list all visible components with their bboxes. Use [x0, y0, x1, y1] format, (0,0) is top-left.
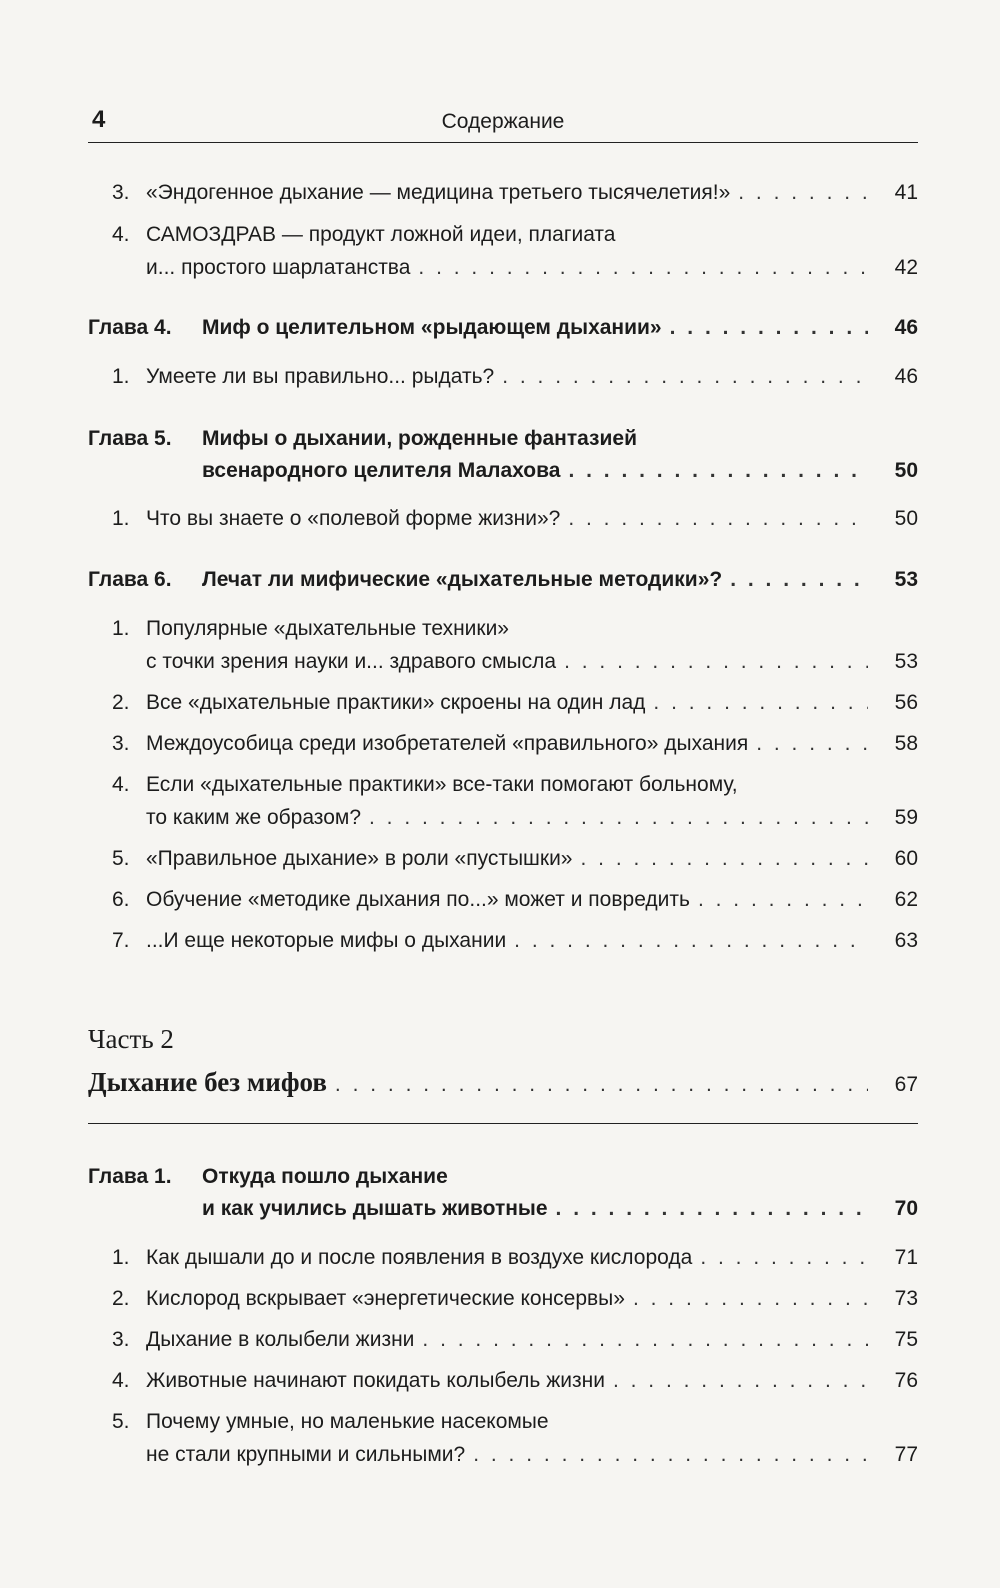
- toc-section[interactable]: 1. Умеете ли вы правильно... рыдать? . . . 46: [112, 362, 918, 392]
- page-ref: 75: [894, 1328, 918, 1351]
- page-ref: 42: [894, 256, 918, 279]
- leader-dots: [514, 926, 868, 956]
- page-ref: 67: [894, 1073, 918, 1096]
- leader-dots: [698, 885, 868, 915]
- toc-section[interactable]: 4. Если «дыхательные практики» все-таки помогают больному,: [112, 773, 738, 796]
- toc-section[interactable]: 5. Почему умные, но маленькие насекомые: [112, 1410, 549, 1433]
- page-ref: 63: [894, 929, 918, 952]
- toc-section-continuation[interactable]: и... простого шарлатанства . . . 42: [146, 253, 918, 283]
- leader-dots: [613, 1366, 868, 1396]
- page-ref: 77: [894, 1443, 918, 1466]
- page-ref: 53: [894, 650, 918, 673]
- leader-dots: [633, 1284, 868, 1314]
- page-ref: 62: [894, 888, 918, 911]
- toc-section[interactable]: 6. Обучение «методике дыхания по...» может и повредить . . . 62: [112, 885, 918, 915]
- page-ref: 59: [894, 806, 918, 829]
- page-ref: 70: [894, 1197, 918, 1220]
- page-header: [88, 106, 918, 142]
- page-ref: 76: [894, 1369, 918, 1392]
- toc-page: [88, 0, 918, 1588]
- toc-section[interactable]: 2. Кислород вскрывает «энергетические консервы» . . . 73: [112, 1284, 918, 1314]
- page-ref: 73: [894, 1287, 918, 1310]
- page-ref: 50: [894, 459, 918, 482]
- toc-section[interactable]: 3. «Эндогенное дыхание — медицина третьего тысячелетия!» . . . 41: [112, 178, 918, 208]
- toc-section-continuation[interactable]: не стали крупными и сильными? . . . 77: [146, 1440, 918, 1470]
- leader-dots: [418, 253, 868, 283]
- leader-dots: [730, 565, 868, 595]
- leader-dots: [756, 729, 868, 759]
- leader-dots: [502, 362, 868, 392]
- page-ref: 41: [894, 181, 918, 204]
- header-rule: [88, 142, 918, 143]
- toc-part[interactable]: Дыхание без мифов . . . 67: [88, 1063, 918, 1104]
- leader-dots: [564, 647, 868, 677]
- toc-section[interactable]: 1. Как дышали до и после появления в воздухе кислорода . . . 71: [112, 1243, 918, 1273]
- page-ref: 53: [894, 568, 918, 591]
- page-ref: 60: [894, 847, 918, 870]
- leader-dots: [738, 178, 868, 208]
- toc-chapter[interactable]: Глава 6. Лечат ли мифические «дыхательные методики»? . . . 53: [88, 565, 918, 595]
- toc-chapter-continuation[interactable]: и как учились дышать животные . . . 70: [202, 1194, 918, 1224]
- toc-section[interactable]: 2. Все «дыхательные практики» скроены на один лад . . . 56: [112, 688, 918, 718]
- toc-section[interactable]: 1. Популярные «дыхательные техники»: [112, 617, 509, 640]
- leader-dots: [568, 504, 868, 534]
- toc-section[interactable]: 5. «Правильное дыхание» в роли «пустышки» . . . 60: [112, 844, 918, 874]
- leader-dots: [581, 844, 869, 874]
- leader-dots: [335, 1066, 868, 1104]
- page-ref: 46: [894, 316, 918, 339]
- leader-dots: [556, 1194, 868, 1224]
- toc-section-continuation[interactable]: то каким же образом? . . . 59: [146, 803, 918, 833]
- running-title: Содержание: [441, 110, 565, 133]
- page-ref: 58: [894, 732, 918, 755]
- leader-dots: [670, 313, 868, 343]
- leader-dots: [700, 1243, 868, 1273]
- toc-chapter[interactable]: Глава 4. Миф о целительном «рыдающем дыхании» . . . 46: [88, 313, 918, 343]
- part-label: Часть 2: [88, 1024, 174, 1054]
- toc-chapter[interactable]: Глава 5. Мифы о дыхании, рожденные фантазией: [88, 427, 637, 450]
- toc-section[interactable]: 4. САМОЗДРАВ — продукт ложной идеи, плагиата: [112, 223, 616, 246]
- toc-section[interactable]: 3. Междоусобица среди изобретателей «правильного» дыхания . . . 58: [112, 729, 918, 759]
- toc-section[interactable]: 7. ...И еще некоторые мифы о дыхании . . . 63: [112, 926, 918, 956]
- leader-dots: [369, 803, 868, 833]
- toc-section[interactable]: 3. Дыхание в колыбели жизни . . . 75: [112, 1325, 918, 1355]
- leader-dots: [473, 1440, 868, 1470]
- leader-dots: [422, 1325, 868, 1355]
- page-ref: 50: [894, 507, 918, 530]
- toc-section[interactable]: 1. Что вы знаете о «полевой форме жизни»? . . . 50: [112, 504, 918, 534]
- toc-section-continuation[interactable]: с точки зрения науки и... здравого смысла . . . 53: [146, 647, 918, 677]
- toc-section[interactable]: 4. Животные начинают покидать колыбель жизни . . . 76: [112, 1366, 918, 1396]
- page-number: 4: [92, 106, 106, 133]
- leader-dots: [568, 456, 868, 486]
- page-ref: 71: [894, 1246, 918, 1269]
- toc-chapter-continuation[interactable]: всенародного целителя Малахова . . . 50: [202, 456, 918, 486]
- toc-chapter[interactable]: Глава 1. Откуда пошло дыхание: [88, 1165, 448, 1188]
- page-ref: 46: [894, 365, 918, 388]
- part-rule: [88, 1123, 918, 1124]
- leader-dots: [653, 688, 868, 718]
- page-ref: 56: [894, 691, 918, 714]
